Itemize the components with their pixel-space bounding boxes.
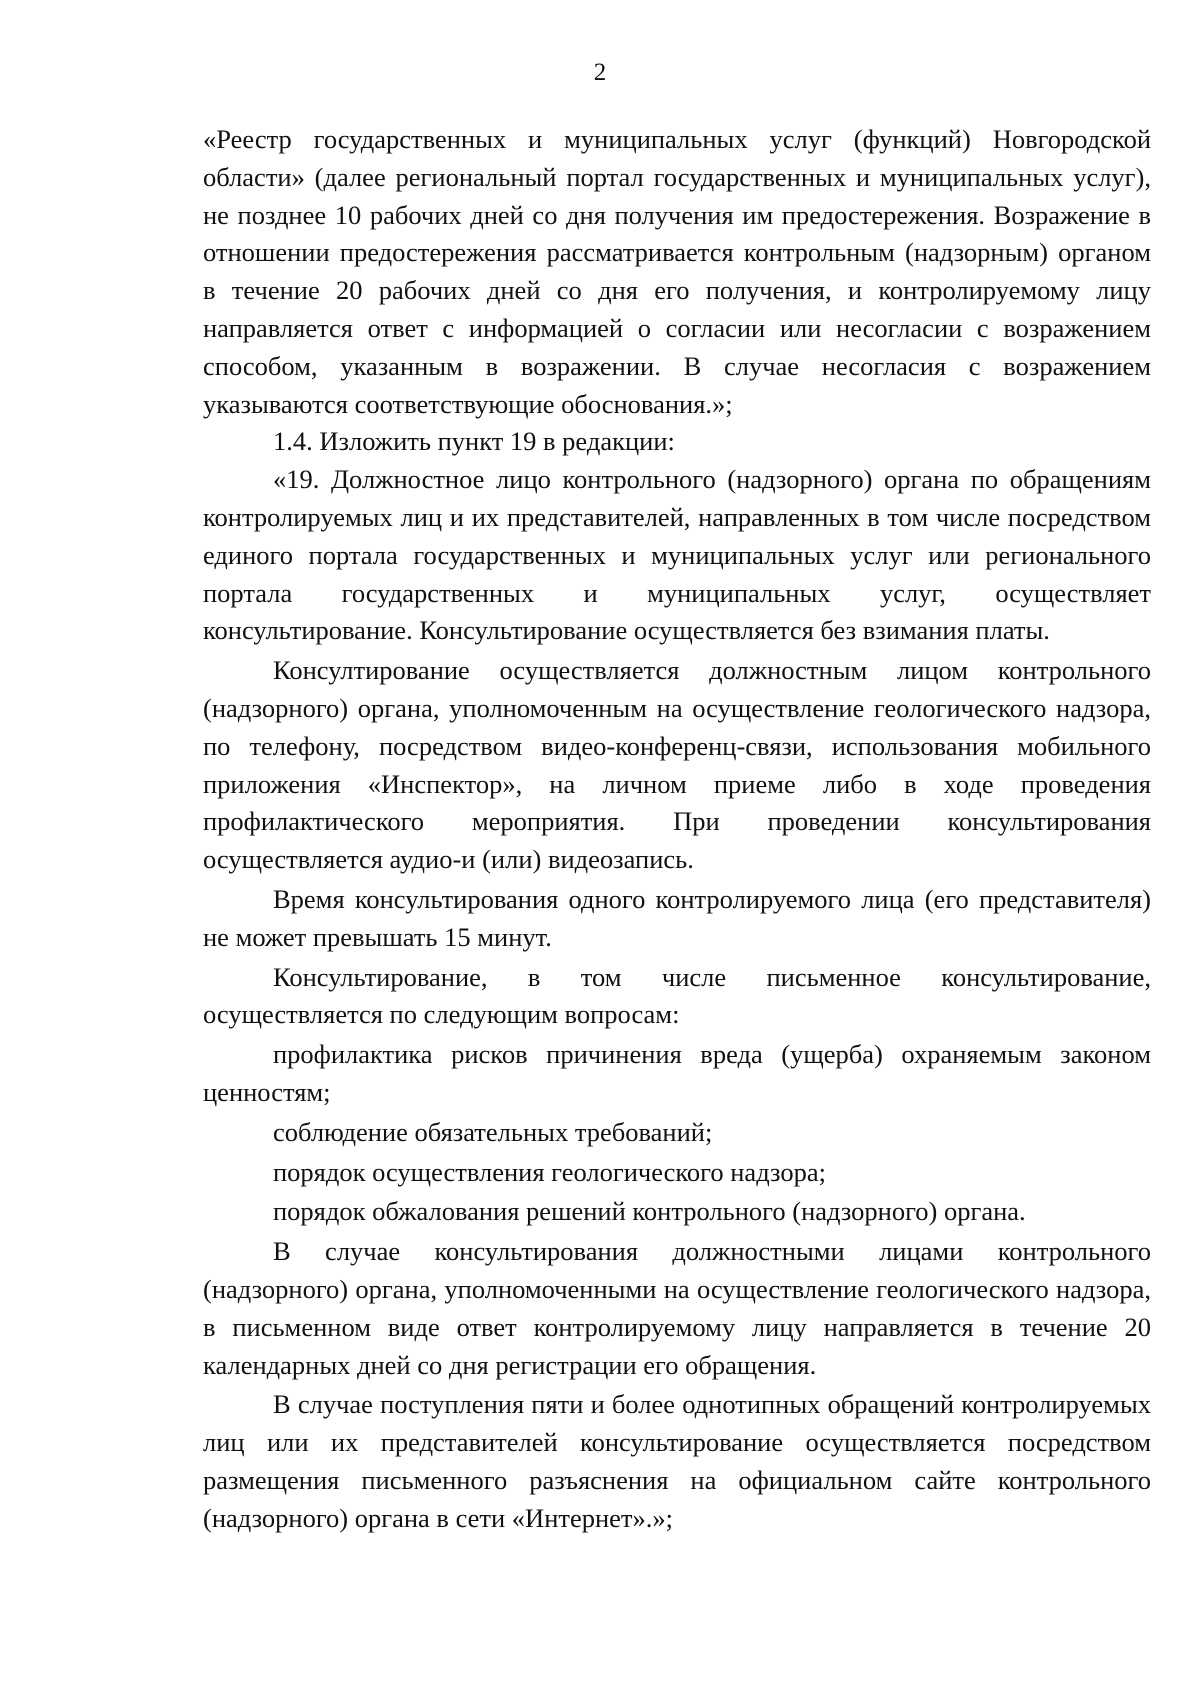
- paragraph-5: Время консультирования одного контролируемого лица (его представителя) не может превышать 15 минут.: [203, 883, 1151, 952]
- paragraph-9: порядок осуществления геологического надзора;: [273, 1156, 826, 1187]
- paragraph-7: профилактика рисков причинения вреда (ущерба) охраняемым законом ценностям;: [203, 1039, 1151, 1107]
- paragraph-10: порядок обжалования решений контрольного (надзорного) органа.: [273, 1196, 1026, 1227]
- page-number: 2: [593, 59, 607, 86]
- document-body: [203, 121, 1151, 1537]
- paragraph-4: Консултирование осуществляется должностным лицом контрольного (надзорного) органа, уполномоченным на осуществление геологического надзора, по телефону, посредством видео-конференц-связи, использования мобильного приложения «Инспектор», на личном приеме либо в ходе проведения профилактического мероприятия. При проведении консультирования осуществляется аудио-и (или) видеозапись.: [203, 655, 1151, 875]
- paragraph-6: Консультирование, в том числе письменное консультирование, осуществляется по следующим вопросам:: [203, 961, 1151, 1030]
- paragraph-3: «19. Должностное лицо контрольного (надзорного) органа по обращениям контролируемых лиц и их представителей, направленных в том числе посредством единого портала государственных и муниципальных услуг или регионального портала государственных и муниципальных услуг, осуществляет консультирование. Консультирование осуществляется без взимания платы.: [203, 464, 1151, 646]
- paragraph-12: В случае поступления пяти и более однотипных обращений контролируемых лиц или их представителей консультирование осуществляется посредством размещения письменного разъяснения на официальном сайте контрольного (надзорного) органа в сети «Интернет».»;: [203, 1389, 1151, 1533]
- paragraph-8: соблюдение обязательных требований;: [273, 1116, 713, 1147]
- paragraph-1: «Реестр государственных и муниципальных услуг (функций) Новгородской области» (далее региональный портал государственных и муниципальных услуг), не позднее 10 рабочих дней со дня получения им предостережения. Возражение в отношении предостережения рассматривается контрольным (надзорным) органом в течение 20 рабочих дней со дня его получения, и контролируемому лицу направляется ответ с информацией о согласии или несогласии с возражением способом, указанным в возражении. В случае несогласия с возражением указываются соответствующие обоснования.»;: [203, 124, 1151, 419]
- paragraph-2: 1.4. Изложить пункт 19 в редакции:: [273, 426, 675, 457]
- paragraph-11: В случае консультирования должностными лицами контрольного (надзорного) органа, уполномоченными на осуществление геологического надзора, в письменном виде ответ контролируемому лицу направляется в течение 20 календарных дней со дня регистрации его обращения.: [203, 1236, 1151, 1380]
